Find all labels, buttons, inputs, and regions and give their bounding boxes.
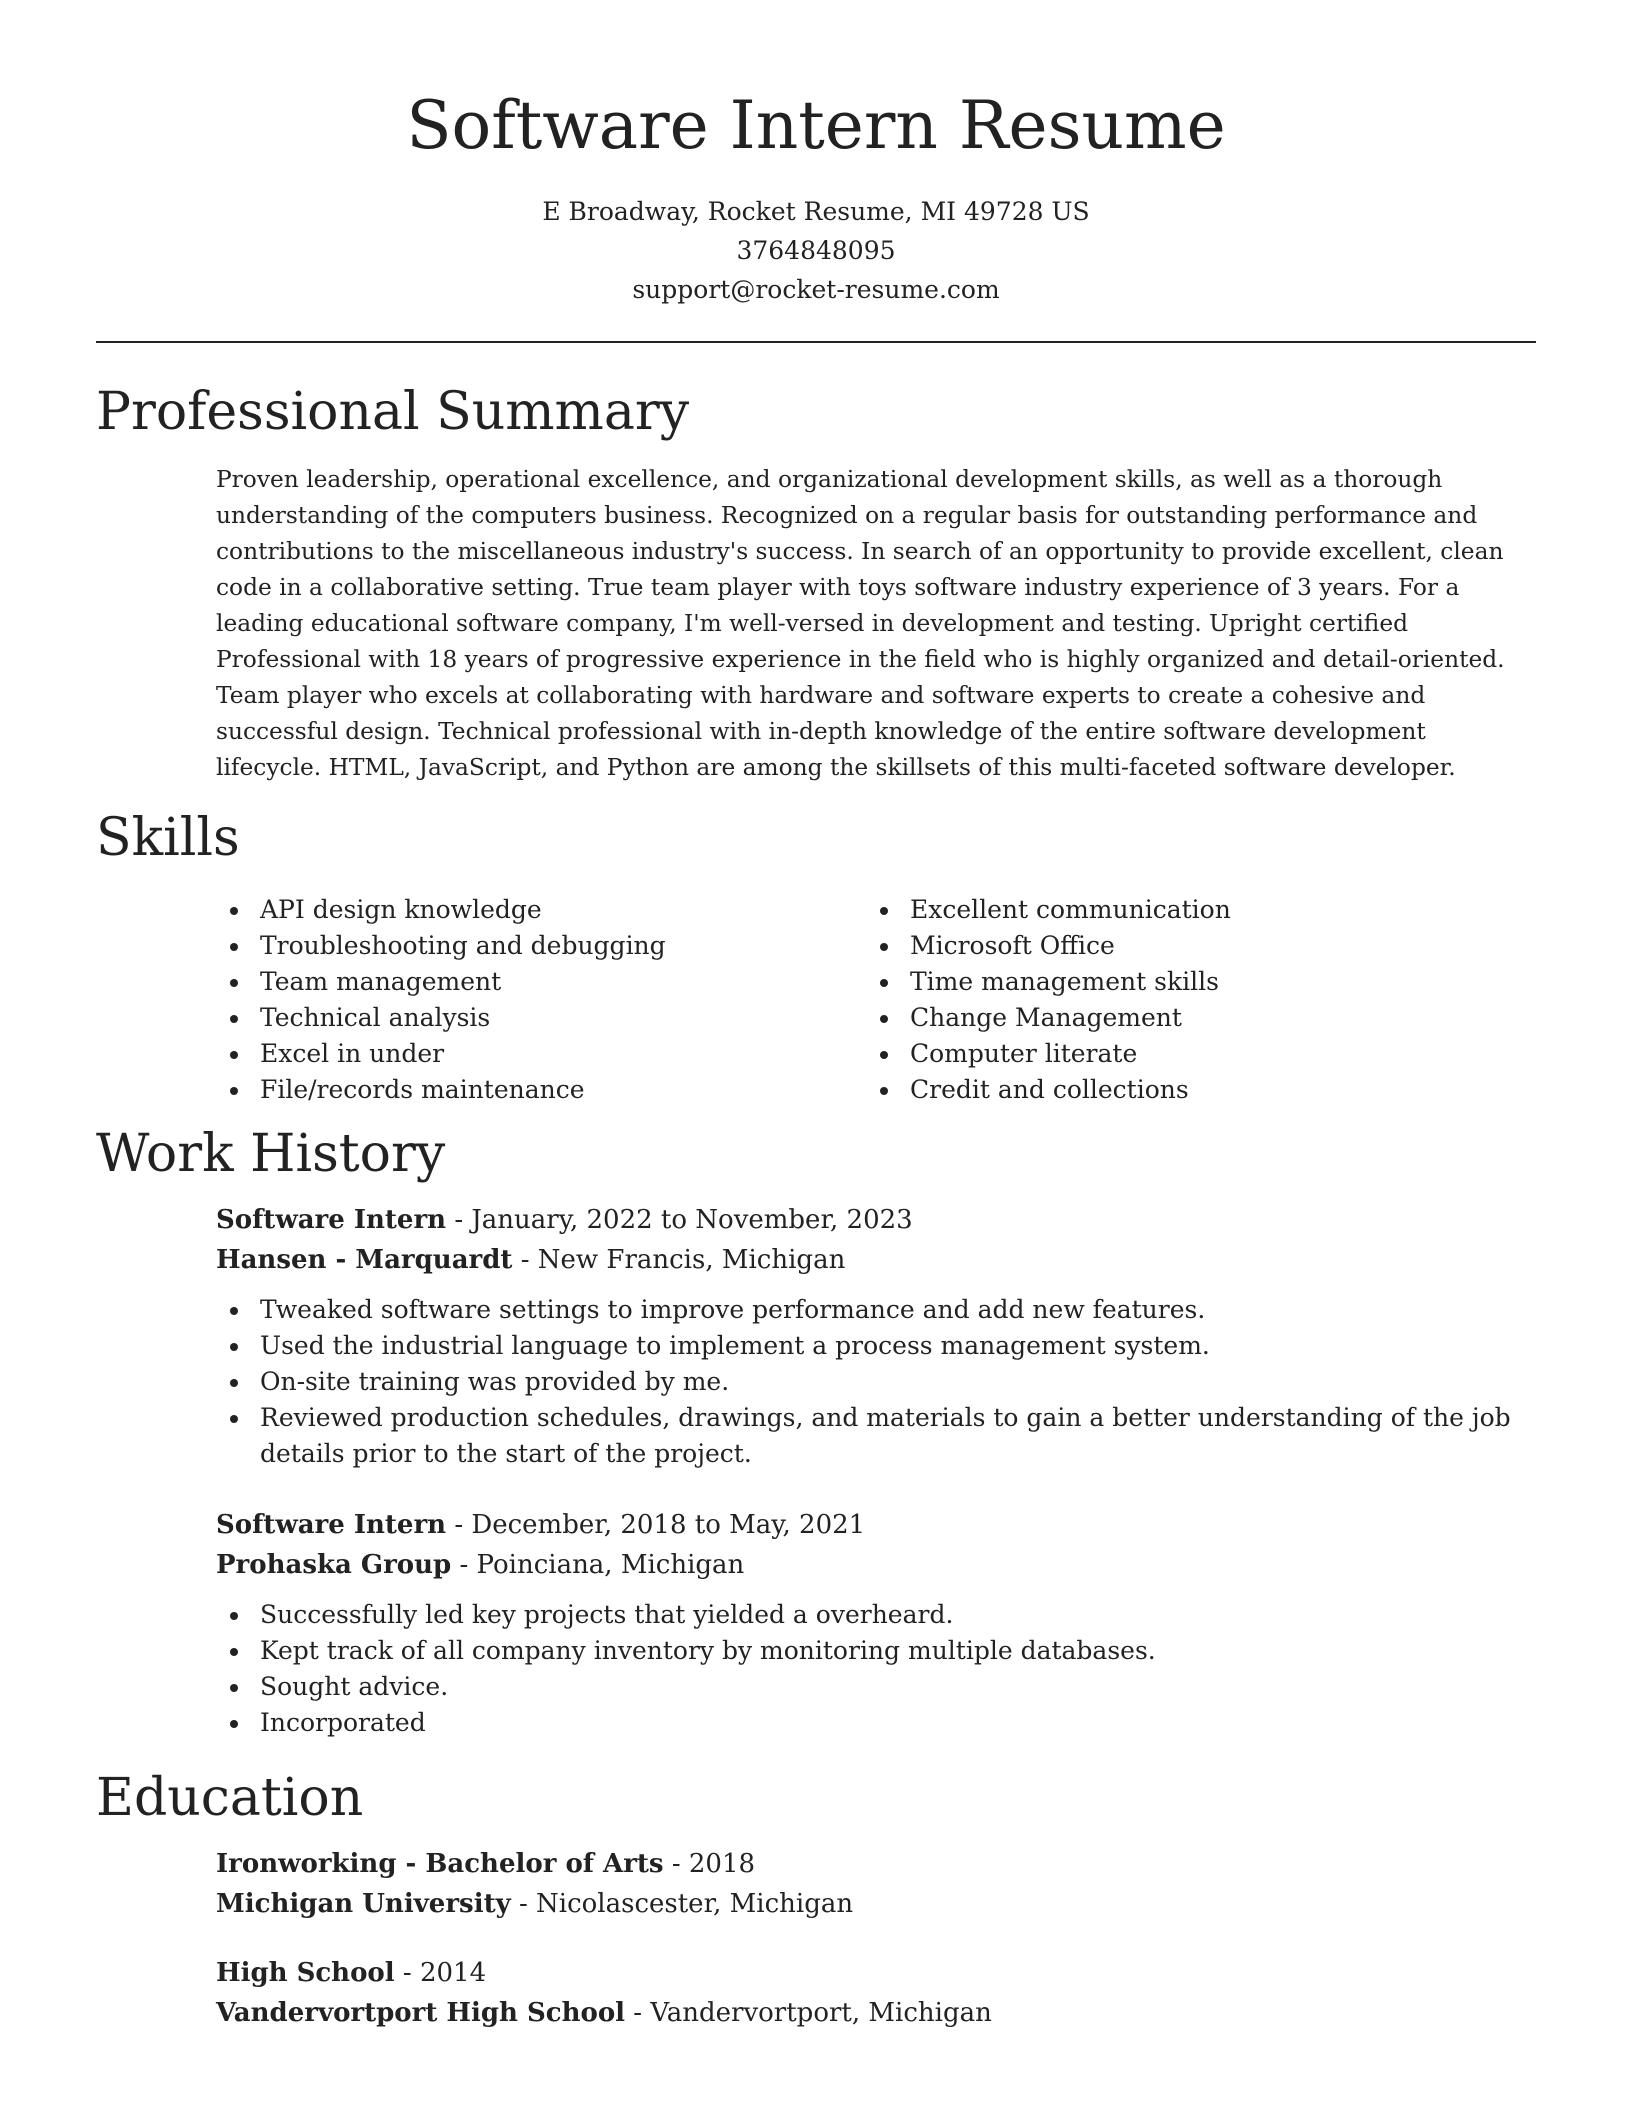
job-bullet: Kept track of all company inventory by monitoring multiple databases. [216,1633,1516,1669]
skill-item: API design knowledge [216,892,866,928]
education-entry [216,1953,1516,2033]
job-bullet: On-site training was provided by me. [216,1364,1516,1400]
job-title-line [216,1200,1516,1240]
job-bullet: Sought advice. [216,1669,1516,1705]
summary-text: Proven leadership, operational excellence, and organizational development skills, as well as a thorough understanding of the computers business. Recognized on a regular basis for outstanding performance and contributions to the miscellaneous industry's success. In search of an opportunity to provide excellent, clean code in a collaborative setting. True team player with toys software industry experience of 3 years. For a leading educational software company, I'm well-versed in development and testing. Upright certified Professional with 18 years of progressive experience in the field who is highly organized and detail-oriented. Team player who excels at collaborating with hardware and software experts to create a cohesive and successful design. Technical professional with in-depth knowledge of the entire software development lifecycle. HTML, JavaScript, and Python are among the skillsets of this multi-faceted software developer. [216,466,1505,781]
skill-item: Technical analysis [216,1000,866,1036]
header-divider [96,341,1536,343]
education-heading: Education [96,1768,364,1828]
skill-item: Microsoft Office [866,928,1516,964]
skill-item: Team management [216,964,866,1000]
job-role: Software Intern [216,1205,447,1235]
education-school-line [216,1993,1516,2033]
skills-heading: Skills [96,808,240,868]
education-degree-line [216,1953,1516,1993]
job-company-line [216,1240,1516,1280]
skill-item: Time management skills [866,964,1516,1000]
education-degree-line [216,1844,1516,1884]
phone: 3764848095 [736,236,896,265]
job-company: Prohaska Group [216,1550,452,1580]
education-school-line [216,1884,1516,1924]
education-field: High School [216,1958,395,1988]
skills-column-left [216,892,866,1108]
address: E Broadway, Rocket Resume, MI 49728 US [542,197,1090,226]
education-year: - 2014 [394,1958,487,1988]
education-location: - Nicolascester, Michigan [510,1889,854,1919]
job-title-line [216,1505,1516,1545]
contact-block [0,192,1632,309]
job-bullet: Used the industrial language to implement a process management system. [216,1328,1516,1364]
education-school: Vandervortport High School [216,1998,626,2028]
job-bullet: Reviewed production schedules, drawings, and materials to gain a better understanding of the job details prior to the start of the project. [216,1400,1516,1472]
skills-column-right [866,892,1516,1108]
job-dates: - January, 2022 to November, 2023 [446,1205,913,1235]
job-company: Hansen - Marquardt [216,1245,513,1275]
skill-item: Credit and collections [866,1072,1516,1108]
job-role: Software Intern [216,1510,447,1540]
summary-heading: Professional Summary [96,382,690,442]
education-year: - 2018 [663,1849,756,1879]
skill-item: File/records maintenance [216,1072,866,1108]
job-bullet: Incorporated [216,1705,1516,1741]
job-location: - Poinciana, Michigan [451,1550,745,1580]
skill-item: Excel in under [216,1036,866,1072]
skill-item: Troubleshooting and debugging [216,928,866,964]
job-location: - New Francis, Michigan [512,1245,846,1275]
education-location: - Vandervortport, Michigan [625,1998,992,2028]
job-entry [216,1200,1516,1472]
skill-item: Excellent communication [866,892,1516,928]
job-bullets [216,1597,1516,1741]
email: support@rocket-resume.com [632,275,1000,304]
resume-title: Software Intern Resume [406,87,1226,164]
education-field: Ironworking - Bachelor of Arts [216,1849,664,1879]
skill-item: Change Management [866,1000,1516,1036]
resume-header [0,0,1632,309]
skills-list [216,892,1516,1108]
skill-item: Computer literate [866,1036,1516,1072]
job-bullets [216,1292,1516,1472]
job-company-line [216,1545,1516,1585]
job-dates: - December, 2018 to May, 2021 [446,1510,866,1540]
education-entry [216,1844,1516,1924]
job-entry [216,1505,1516,1741]
education-school: Michigan University [216,1889,511,1919]
job-bullet: Tweaked software settings to improve performance and add new features. [216,1292,1516,1328]
work-history-heading: Work History [96,1124,446,1184]
job-bullet: Successfully led key projects that yielded a overheard. [216,1597,1516,1633]
